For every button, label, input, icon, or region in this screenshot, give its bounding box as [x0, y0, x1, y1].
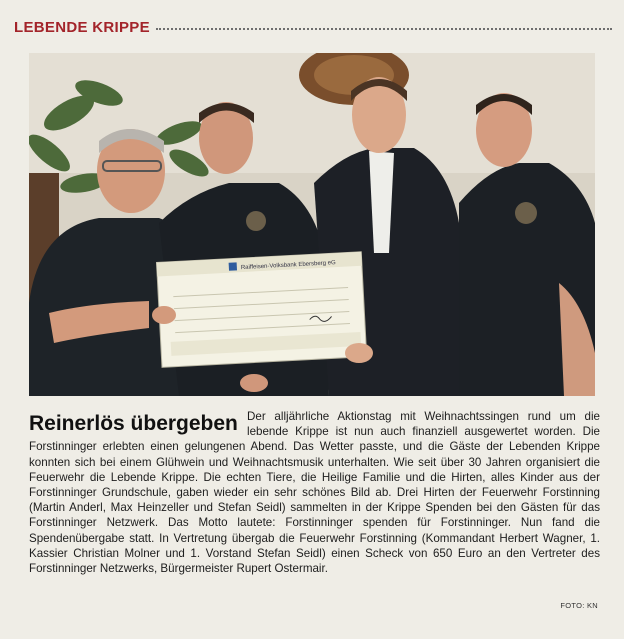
article-body-text: Der alljährliche Aktionstag mit Weihnachtssingen rund um die lebende Krippe ist nun auch finanziell ausgewertet worden. Die Forstinninger erlebten einen gelungenen Abend. Das Wetter passte, und die Gäste der Lebenden Krippe konnten sich bei einem Glühwein und Weihnachtsmusik unterhalten. Wie seit über 30 Jahren organisiert die Feuerwehr die Lebende Krippe. Die echten Tiere, die Heilige Familie und die Hirten, alles Kinder aus der Forstinninger Grundschule, gaben wieder ein sehr schönes Bild ab. Drei Hirten der Feuerwehr Forstinning (Martin Anderl, Max Heinzeller und Stefan Seidl) sammelten in der Krippe Spenden bei den Gästen für das Forstinninger Netzwerk. Das Motto lautete: Forstinninger spenden für Forstinninger. Nun fand die Spendenübergabe statt. In Vertretung übergab die Feuerwehr Forstinning (Kommandant Herbert Wagner, 1. Kassier Christian Molner und 1. Vorstand Stefan Seidl) einen Scheck von 650 Euro an den Vertreter des Forstinninger Netzwerks, Bürgermeister Rupert Ostermair.: [29, 410, 600, 576]
section-header: [14, 18, 612, 36]
section-label: LEBENDE KRIPPE: [14, 18, 150, 36]
cheque: [156, 252, 366, 368]
dotted-rule: [156, 28, 612, 30]
cheque-bank-name: Raiffeisen-Volksbank Ebersberg eG: [240, 260, 336, 272]
article-body: [29, 409, 600, 576]
article-photo: [29, 53, 595, 396]
photo-credit: FOTO: KN: [560, 601, 598, 610]
headline-spacer: [29, 409, 247, 439]
headline: Reinerlös übergeben: [29, 412, 238, 435]
